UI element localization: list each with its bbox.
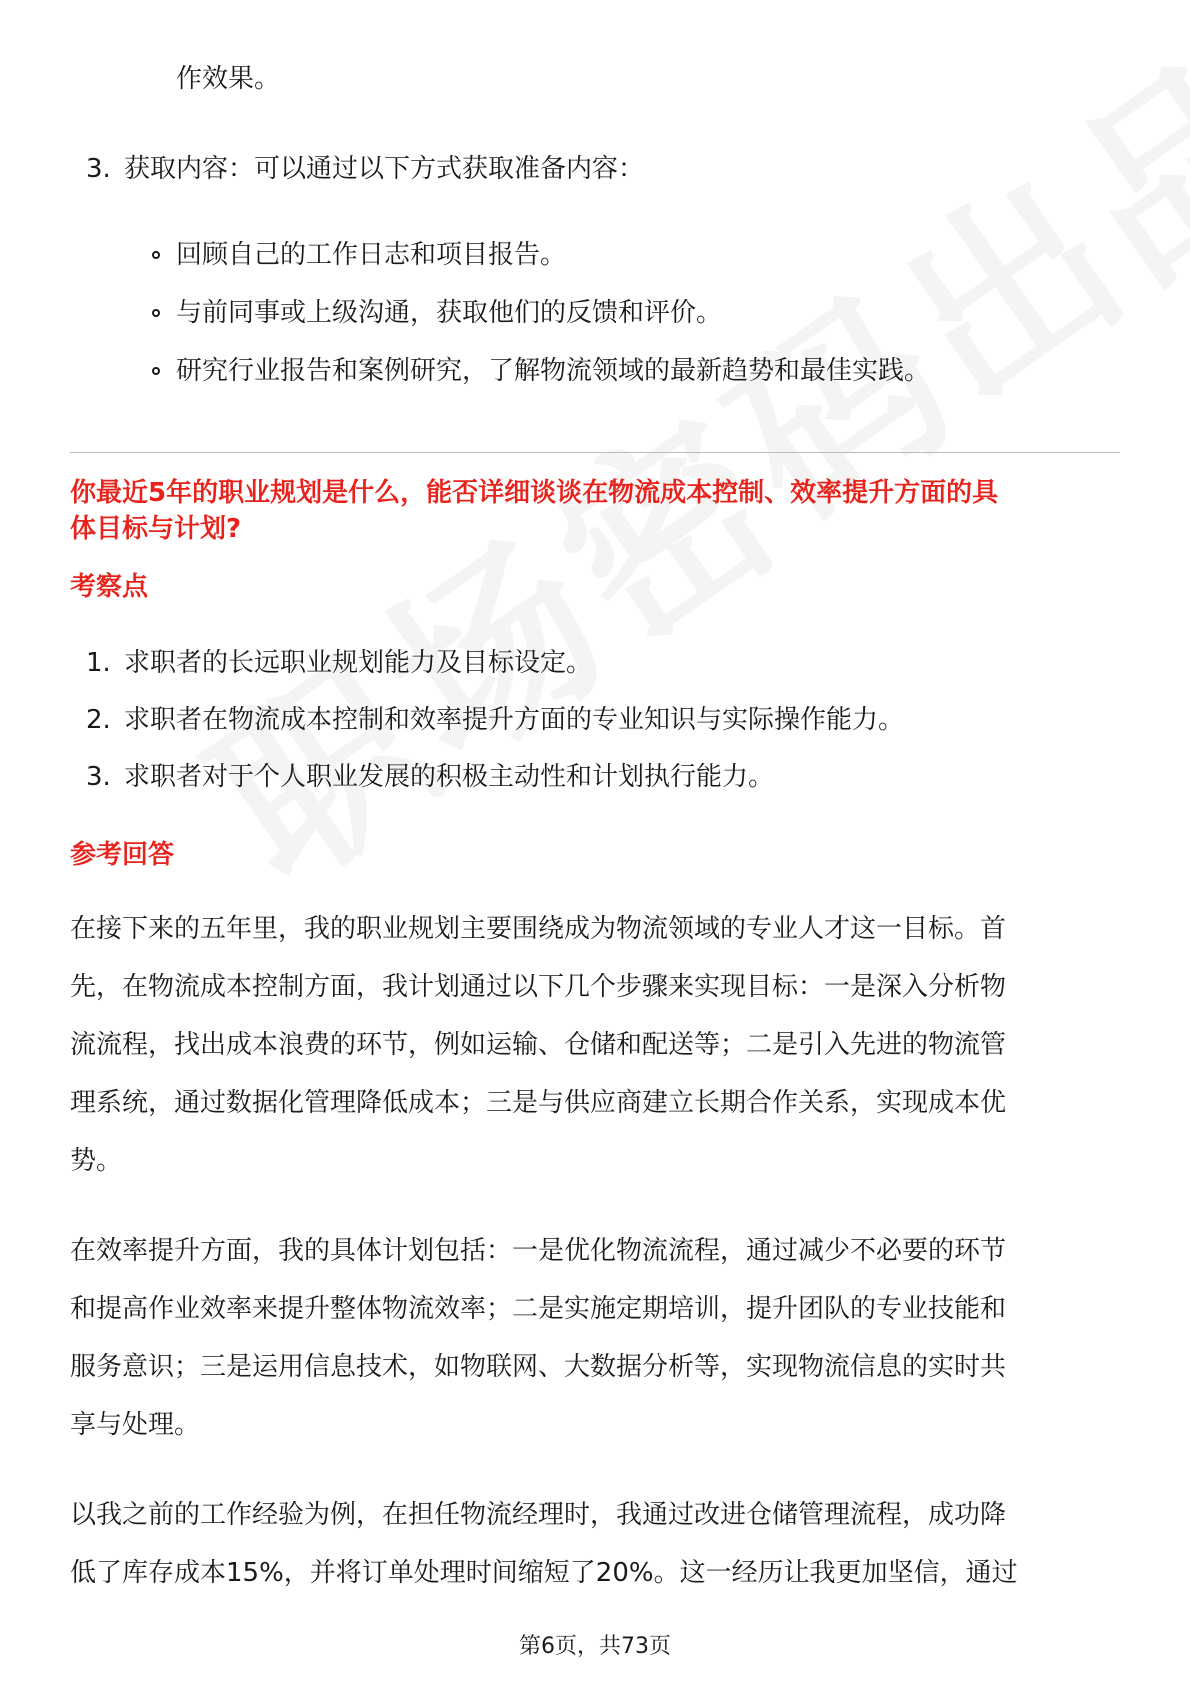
paragraph-line: 理系统，通过数据化管理降低成本；三是与供应商建立长期合作关系，实现成本优 [70,1088,1007,1118]
paragraph-line: 和提高作业效率来提升整体物流效率；二是实施定期培训，提升团队的专业技能和 [70,1294,1007,1324]
bullet-item: 与前同事或上级沟通，获取他们的反馈和评价。 [176,298,723,328]
examine-heading: 考察点 [70,572,149,602]
paragraph-line: 在效率提升方面，我的具体计划包括：一是优化物流流程，通过减少不必要的环节 [70,1236,1007,1266]
paragraph-line: 以我之前的工作经验为例，在担任物流经理时，我通过改进仓储管理流程，成功降 [70,1500,1007,1530]
paragraph-line: 势。 [70,1146,123,1176]
question-title-line: 体目标与计划? [70,514,242,544]
list-number: 3. [86,762,111,792]
list-number: 1. [86,648,111,678]
list-item-text: 求职者在物流成本控制和效率提升方面的专业知识与实际操作能力。 [124,705,905,735]
list-number: 2. [86,705,111,735]
bullet-icon [152,309,160,317]
list-item-text: 求职者对于个人职业发展的积极主动性和计划执行能力。 [124,762,775,792]
paragraph-line: 先，在物流成本控制方面，我计划通过以下几个步骤来实现目标：一是深入分析物 [70,972,1007,1002]
bullet-icon [152,367,160,375]
list-number: 3. [86,154,111,184]
continued-text: 作效果。 [176,64,281,94]
section-divider [70,452,1120,453]
page-footer: 第6页，共73页 [519,1634,671,1659]
paragraph-line: 低了库存成本15%，并将订单处理时间缩短了20%。这一经历让我更加坚信，通过 [70,1558,1018,1588]
paragraph-line: 服务意识；三是运用信息技术，如物联网、大数据分析等，实现物流信息的实时共 [70,1352,1007,1382]
paragraph-line: 享与处理。 [70,1410,201,1440]
question-title-line: 你最近5年的职业规划是什么，能否详细谈谈在物流成本控制、效率提升方面的具 [70,478,999,508]
paragraph-line: 在接下来的五年里，我的职业规划主要围绕成为物流领域的专业人才这一目标。首 [70,914,1007,944]
bullet-item: 回顾自己的工作日志和项目报告。 [176,240,567,270]
watermark [150,0,1190,935]
paragraph-line: 流流程，找出成本浪费的环节，例如运输、仓储和配送等；二是引入先进的物流管 [70,1030,1007,1060]
bullet-icon [152,251,160,259]
list-item-text: 获取内容：可以通过以下方式获取准备内容： [124,154,645,184]
answer-heading: 参考回答 [70,840,175,870]
list-item-text: 求职者的长远职业规划能力及目标设定。 [124,648,593,678]
bullet-item: 研究行业报告和案例研究，了解物流领域的最新趋势和最佳实践。 [176,356,931,386]
